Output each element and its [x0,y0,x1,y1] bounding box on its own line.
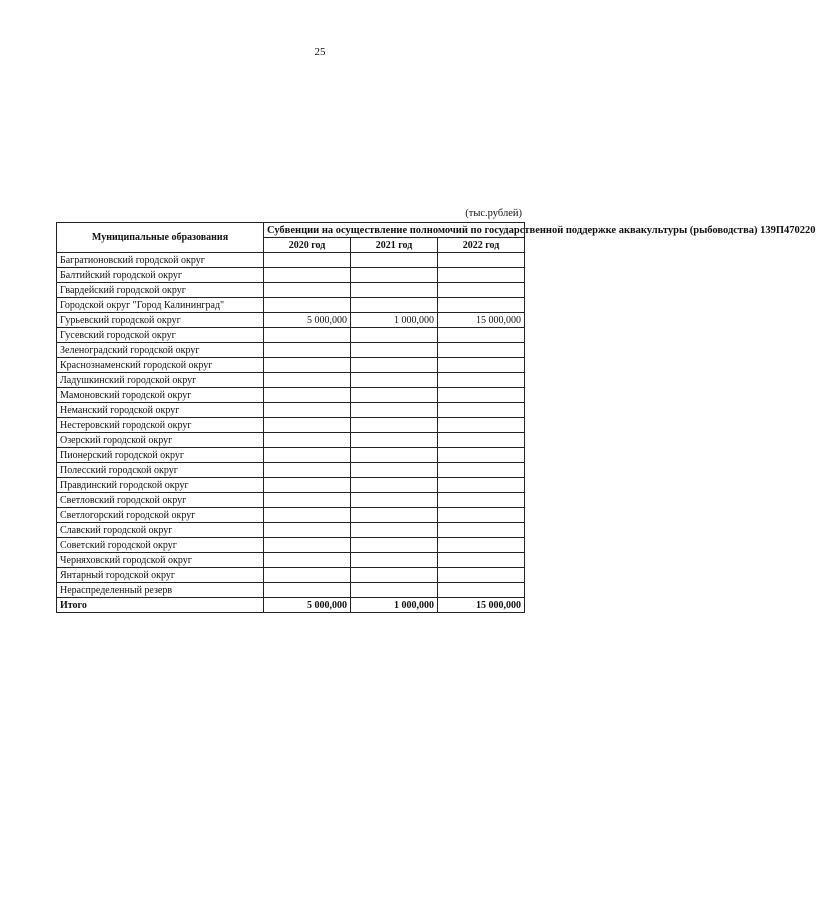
row-value-2020 [264,403,351,418]
table-row [57,373,525,388]
table-row [57,403,525,418]
row-value-2021 [351,388,438,403]
row-name: Багратионовский городской округ [57,253,264,268]
row-value-2021 [351,433,438,448]
row-value-2020 [264,433,351,448]
row-name: Озерский городской округ [57,433,264,448]
units-label: (тыс.рублей) [465,208,522,219]
column-header-municipalities: Муниципальные образования [57,223,264,253]
row-value-2022 [438,448,525,463]
row-name: Черняховский городской округ [57,553,264,568]
year-header-2021: 2021 год [351,238,438,253]
total-2021: 1 000,000 [351,598,438,613]
table-row [57,463,525,478]
row-name: Гвардейский городской округ [57,283,264,298]
row-value-2021 [351,538,438,553]
row-value-2020 [264,343,351,358]
row-value-2020 [264,418,351,433]
table-row [57,538,525,553]
total-row [57,598,525,613]
table-row [57,343,525,358]
row-value-2022 [438,373,525,388]
row-name: Янтарный городской округ [57,568,264,583]
row-value-2022 [438,283,525,298]
table-row [57,523,525,538]
row-value-2022 [438,478,525,493]
row-value-2020 [264,568,351,583]
row-value-2021 [351,373,438,388]
row-value-2021 [351,523,438,538]
table-row [57,448,525,463]
table-row [57,328,525,343]
row-value-2021 [351,358,438,373]
row-value-2022 [438,508,525,523]
table-row [57,313,525,328]
row-value-2021 [351,403,438,418]
row-value-2020 [264,583,351,598]
row-value-2022 [438,553,525,568]
row-value-2020 [264,493,351,508]
row-value-2020 [264,268,351,283]
row-name: Городской округ "Город Калининград" [57,298,264,313]
row-value-2022 [438,493,525,508]
table-row [57,583,525,598]
row-value-2022 [438,538,525,553]
row-value-2022 [438,583,525,598]
column-group-header: Субвенции на осуществление полномочий по государственной поддержке аквакультуры (рыбоводства) 139П470220 [264,223,525,238]
year-header-2020: 2020 год [264,238,351,253]
row-value-2022 [438,433,525,448]
header-row [57,223,525,238]
row-name: Ладушкинский городской округ [57,373,264,388]
row-name: Правдинский городской округ [57,478,264,493]
total-2020: 5 000,000 [264,598,351,613]
row-value-2021 [351,508,438,523]
row-name: Гусевский городской округ [57,328,264,343]
row-value-2020 [264,478,351,493]
row-name: Краснознаменский городской округ [57,358,264,373]
row-value-2021 [351,463,438,478]
table-row [57,253,525,268]
row-value-2022 [438,568,525,583]
row-value-2022 [438,268,525,283]
row-name: Нераспределенный резерв [57,583,264,598]
row-value-2021 [351,448,438,463]
row-value-2022 [438,463,525,478]
row-value-2021 [351,568,438,583]
row-value-2021 [351,493,438,508]
row-name: Славский городской округ [57,523,264,538]
row-name: Советский городской округ [57,538,264,553]
row-name: Балтийский городской округ [57,268,264,283]
row-value-2021 [351,478,438,493]
row-value-2021 [351,328,438,343]
table-row [57,358,525,373]
row-value-2022 [438,298,525,313]
row-value-2020 [264,508,351,523]
row-value-2021 [351,268,438,283]
row-value-2020 [264,448,351,463]
row-name: Пионерский городской округ [57,448,264,463]
row-value-2022 [438,358,525,373]
row-value-2022 [438,403,525,418]
row-value-2020 [264,388,351,403]
row-name: Неманский городской округ [57,403,264,418]
row-value-2021 [351,343,438,358]
year-header-2022: 2022 год [438,238,525,253]
table-row [57,493,525,508]
row-name: Мамоновский городской округ [57,388,264,403]
total-2022: 15 000,000 [438,598,525,613]
row-name: Полесский городской округ [57,463,264,478]
table-row [57,298,525,313]
row-value-2020 [264,553,351,568]
table-row [57,283,525,298]
row-value-2022 [438,523,525,538]
row-value-2022 [438,343,525,358]
row-value-2021 [351,583,438,598]
row-value-2021 [351,298,438,313]
row-value-2020 [264,538,351,553]
row-name: Нестеровский городской округ [57,418,264,433]
row-value-2020 [264,523,351,538]
row-value-2020 [264,253,351,268]
table-row [57,418,525,433]
table-row [57,553,525,568]
page-number: 25 [314,46,326,58]
row-value-2020 [264,328,351,343]
row-name: Светлогорский городской округ [57,508,264,523]
table-row [57,268,525,283]
row-value-2020 [264,373,351,388]
row-value-2021 [351,253,438,268]
total-label: Итого [57,598,264,613]
row-value-2021 [351,283,438,298]
row-name: Зеленоградский городской округ [57,343,264,358]
row-value-2022 [438,328,525,343]
row-value-2020 [264,358,351,373]
row-value-2020 [264,283,351,298]
row-value-2021 [351,553,438,568]
row-value-2022 [438,418,525,433]
row-value-2020 [264,298,351,313]
table-row [57,478,525,493]
subsidy-table [56,222,816,613]
row-name: Светловский городской округ [57,493,264,508]
table-row [57,433,525,448]
row-value-2021 [351,418,438,433]
row-value-2020 [264,463,351,478]
table-row [57,508,525,523]
row-value-2022: 15 000,000 [438,313,525,328]
row-value-2020: 5 000,000 [264,313,351,328]
row-name: Гурьевский городской округ [57,313,264,328]
row-value-2021: 1 000,000 [351,313,438,328]
table-row [57,568,525,583]
row-value-2022 [438,388,525,403]
table-row [57,388,525,403]
table-body [57,253,525,598]
row-value-2022 [438,253,525,268]
